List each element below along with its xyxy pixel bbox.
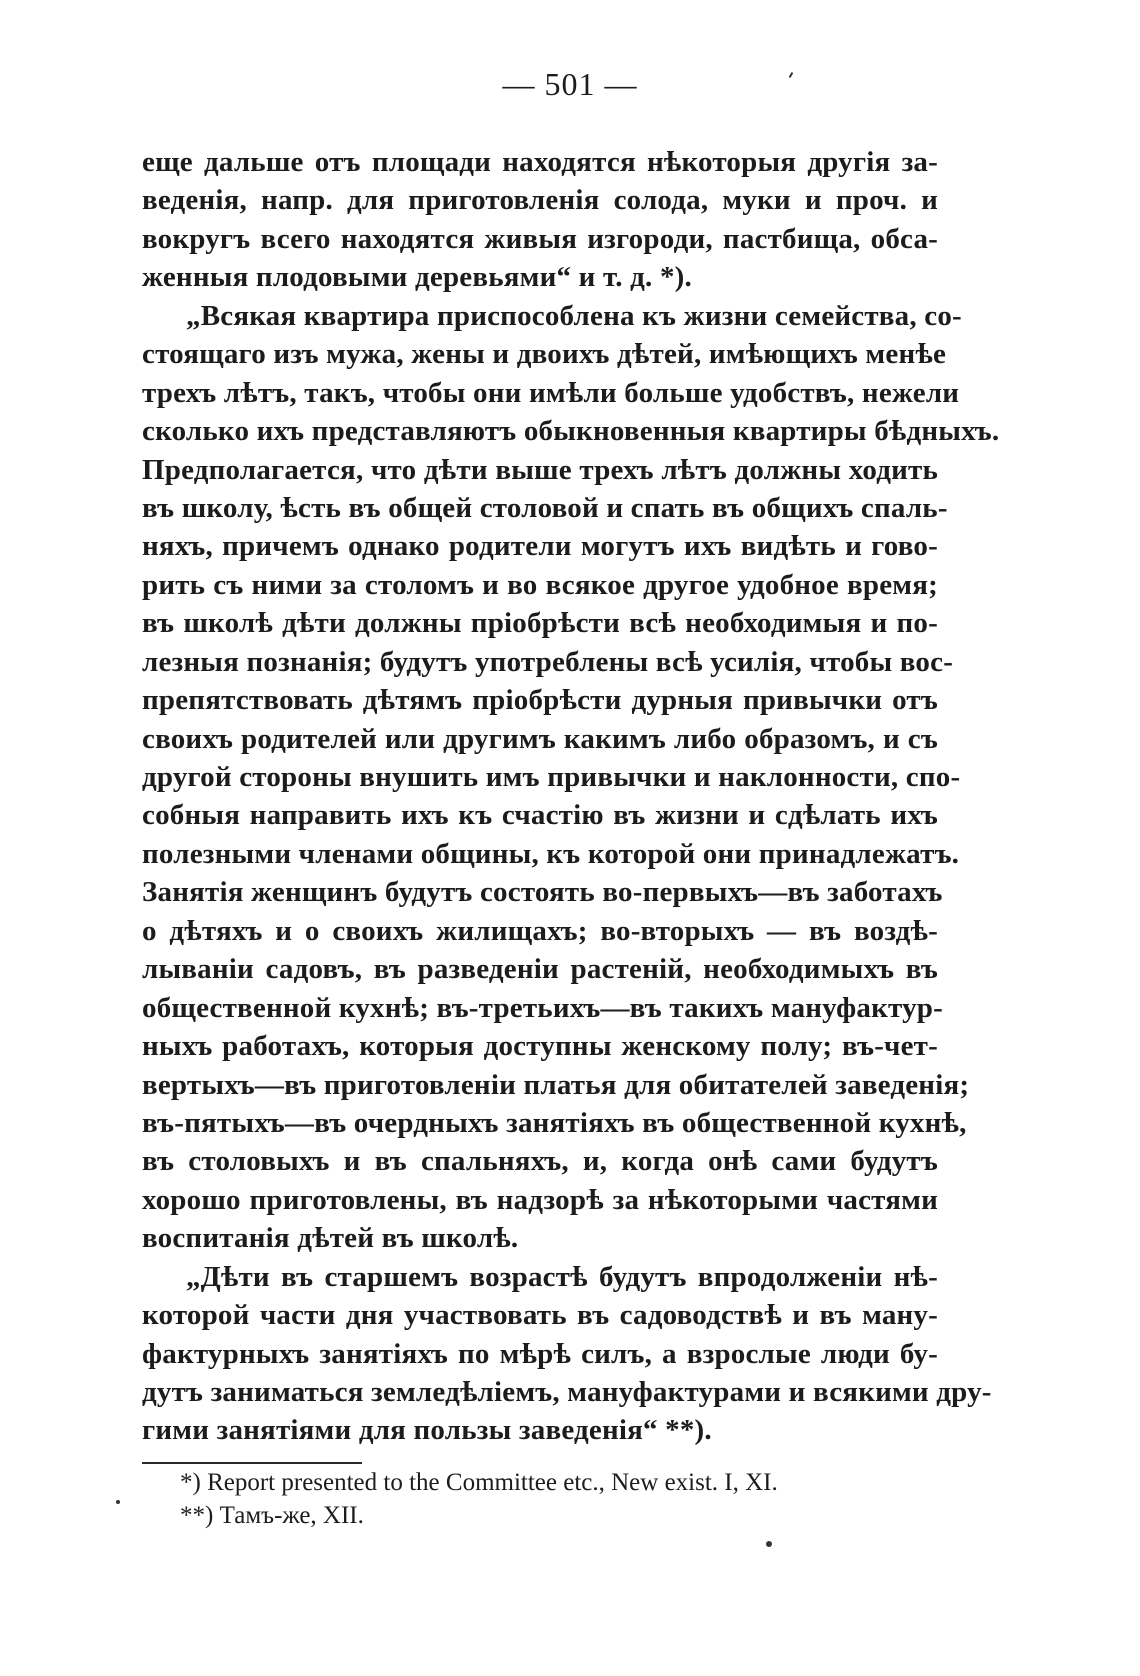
- footnote-2: **) Тамъ-же, XII.: [180, 1502, 364, 1529]
- text-line: въ школѣ дѣти должны пріобрѣсти всѣ необходимыя и по-: [142, 607, 938, 640]
- text-line: своихъ родителей или другимъ какимъ либо образомъ, и съ: [142, 722, 938, 755]
- text-line: Предполагается, что дѣти выше трехъ лѣтъ должны ходить: [142, 453, 938, 486]
- text-line: сколько ихъ представляютъ обыкновенныя квартиры бѣдныхъ.: [142, 415, 1000, 448]
- paragraph-start-line: „Дѣти въ старшемъ возрастѣ будутъ впродолженіи нѣ-: [186, 1260, 938, 1293]
- text-line: женныя плодовыми деревьями“ и т. д. *).: [142, 261, 692, 294]
- text-line: въ-пятыхъ—въ очердныхъ занятіяхъ въ общественной кухнѣ,: [142, 1106, 967, 1139]
- text-line: ныхъ работахъ, которыя доступны женскому полу; въ-чет-: [142, 1030, 938, 1063]
- text-line: вокругъ всего находятся живыя изгороди, пастбища, обса-: [142, 222, 938, 255]
- body-text: [142, 143, 1000, 1450]
- text-line: стоящаго изъ мужа, жены и двоихъ дѣтей, имѣющихъ менѣе: [142, 338, 947, 371]
- text-line: въ столовыхъ и въ спальняхъ, и, когда онѣ сами будутъ: [142, 1145, 938, 1178]
- text-line: препятствовать дѣтямъ пріобрѣсти дурныя привычки отъ: [142, 684, 938, 717]
- text-line: няхъ, причемъ однако родители могутъ ихъ видѣть и гово-: [142, 530, 938, 563]
- text-line: вертыхъ—въ приготовленіи платья для обитателей заведенія;: [142, 1068, 970, 1101]
- text-line: еще дальше отъ площади находятся нѣкоторыя другія за-: [142, 146, 938, 178]
- print-speck: [116, 1500, 120, 1504]
- text-line: фактурныхъ занятіяхъ по мѣрѣ силъ, а взрослые люди бу-: [142, 1337, 938, 1370]
- text-line: гими занятіями для пользы заведенія“ **).: [142, 1414, 712, 1447]
- footnote-1: *) Report presented to the Committee etc., New exist. I, XI.: [180, 1469, 778, 1496]
- text-line: собныя направить ихъ къ счастію въ жизни и сдѣлать ихъ: [142, 799, 938, 832]
- text-line: Занятія женщинъ будутъ состоять во-первыхъ—въ заботахъ: [142, 876, 943, 909]
- print-speck: [766, 1541, 772, 1547]
- text-line: трехъ лѣтъ, такъ, чтобы они имѣли больше удобствъ, нежели: [142, 376, 960, 409]
- text-line: рить съ ними за столомъ и во всякое другое удобное время;: [142, 568, 938, 601]
- text-line: лываніи садовъ, въ разведеніи растеній, необходимыхъ въ: [142, 953, 938, 986]
- text-line: которой части дня участвовать въ садоводствѣ и въ ману-: [142, 1299, 938, 1332]
- text-line: хорошо приготовлены, въ надзорѣ за нѣкоторыми частями: [142, 1183, 938, 1216]
- footnote-divider: [142, 1462, 362, 1464]
- page-number: — 501 —: [502, 66, 638, 102]
- footnotes: [180, 1466, 940, 1532]
- text-line: о дѣтяхъ и о своихъ жилищахъ; во-вторыхъ — въ воздѣ-: [142, 914, 938, 947]
- text-line: общественной кухнѣ; въ-третьихъ—въ такихъ мануфактур-: [142, 991, 943, 1024]
- text-line: веденія, напр. для приготовленія солода, муки и проч. и: [142, 184, 938, 217]
- text-line: въ школу, ѣсть въ общей столовой и спать въ общихъ спаль-: [142, 491, 948, 524]
- text-line: лезныя познанія; будутъ употреблены всѣ усилія, чтобы вос-: [142, 645, 954, 678]
- text-line: воспитанія дѣтей въ школѣ.: [142, 1222, 519, 1255]
- text-line: полезными членами общины, къ которой они принадлежатъ.: [142, 837, 960, 870]
- text-line: другой стороны внушить имъ привычки и наклонности, спо-: [142, 761, 961, 793]
- paragraph-start-line: „Всякая квартира приспособлена къ жизни семейства, со-: [186, 299, 962, 332]
- text-line: дутъ заниматься земледѣліемъ, мануфактурами и всякими дру-: [142, 1376, 992, 1408]
